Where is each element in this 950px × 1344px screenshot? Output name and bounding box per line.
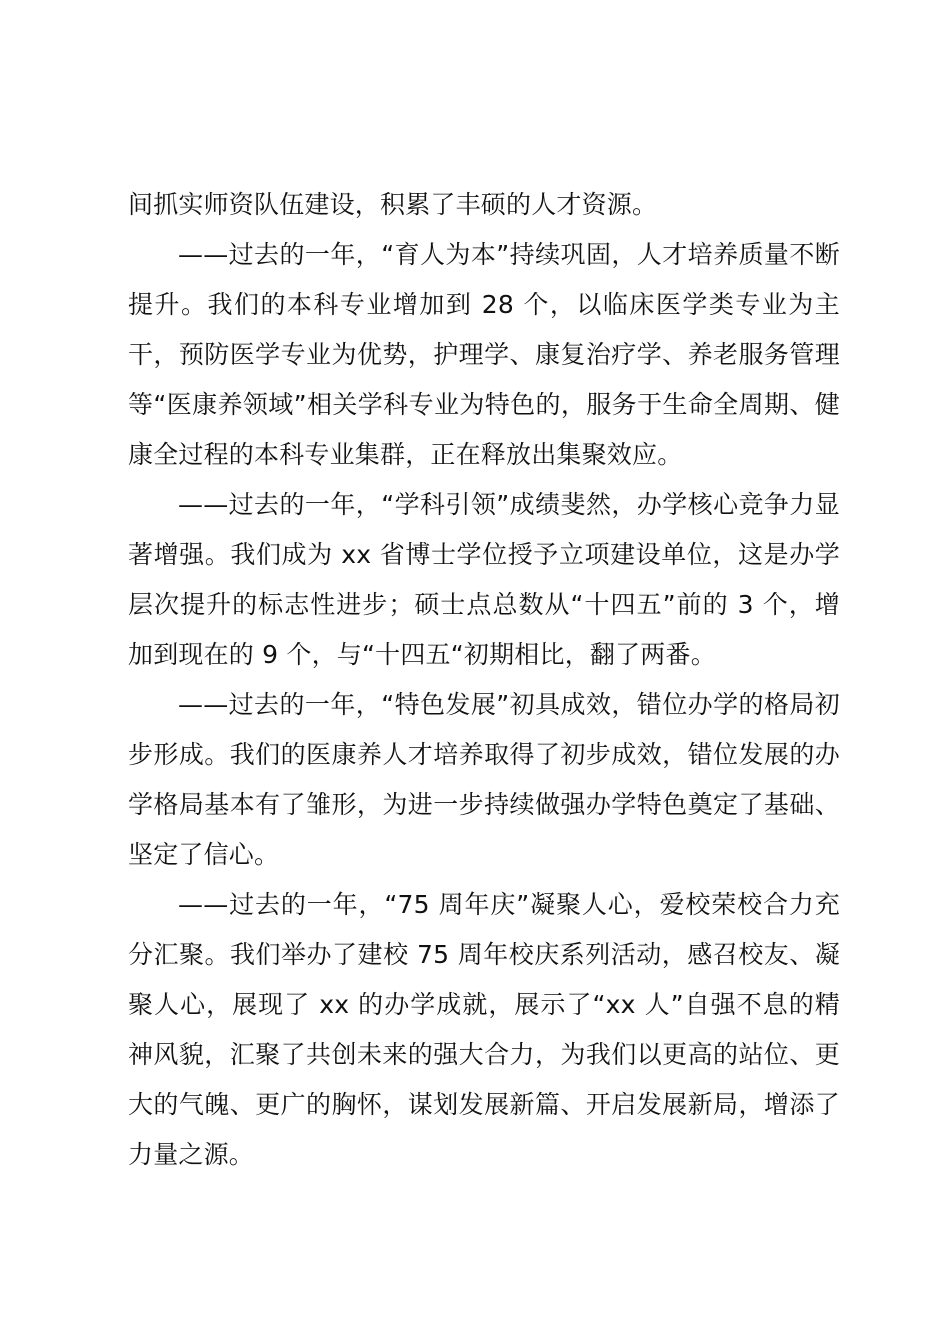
- document-body: [128, 180, 840, 1180]
- paragraph-continuation: 间抓实师资队伍建设，积累了丰硕的人才资源。: [128, 190, 658, 219]
- paragraph-featured-development: ——过去的一年，“特色发展”初具成效，错位办学的格局初步形成。我们的医康养人才培养取得了初步成效，错位发展的办学格局基本有了雏形，为进一步持续做强办学特色奠定了基础、坚定了信心。: [128, 690, 840, 869]
- paragraph-discipline-leading: ——过去的一年，“学科引领”成绩斐然，办学核心竞争力显著增强。我们成为 xx 省博士学位授予立项建设单位，这是办学层次提升的标志性进步；硕士点总数从“十四五”前的 3 个，增加到现在的 9 个，与“十四五“初期相比，翻了两番。: [128, 490, 840, 669]
- paragraph-anniversary: ——过去的一年，“75 周年庆”凝聚人心，爱校荣校合力充分汇聚。我们举办了建校 75 周年校庆系列活动，感召校友、凝聚人心，展现了 xx 的办学成就，展示了“xx 人”自强不息的精神风貌，汇聚了共创未来的强大合力，为我们以更高的站位、更大的气魄、更广的胸怀，谋划发展新篇、开启发展新局，增添了力量之源。: [128, 890, 840, 1169]
- paragraph-talent-cultivation: ——过去的一年，“育人为本”持续巩固，人才培养质量不断提升。我们的本科专业增加到 28 个，以临床医学类专业为主干，预防医学专业为优势，护理学、康复治疗学、养老服务管理等“医康养领域”相关学科专业为特色的，服务于生命全周期、健康全过程的本科专业集群，正在释放出集聚效应。: [128, 240, 840, 469]
